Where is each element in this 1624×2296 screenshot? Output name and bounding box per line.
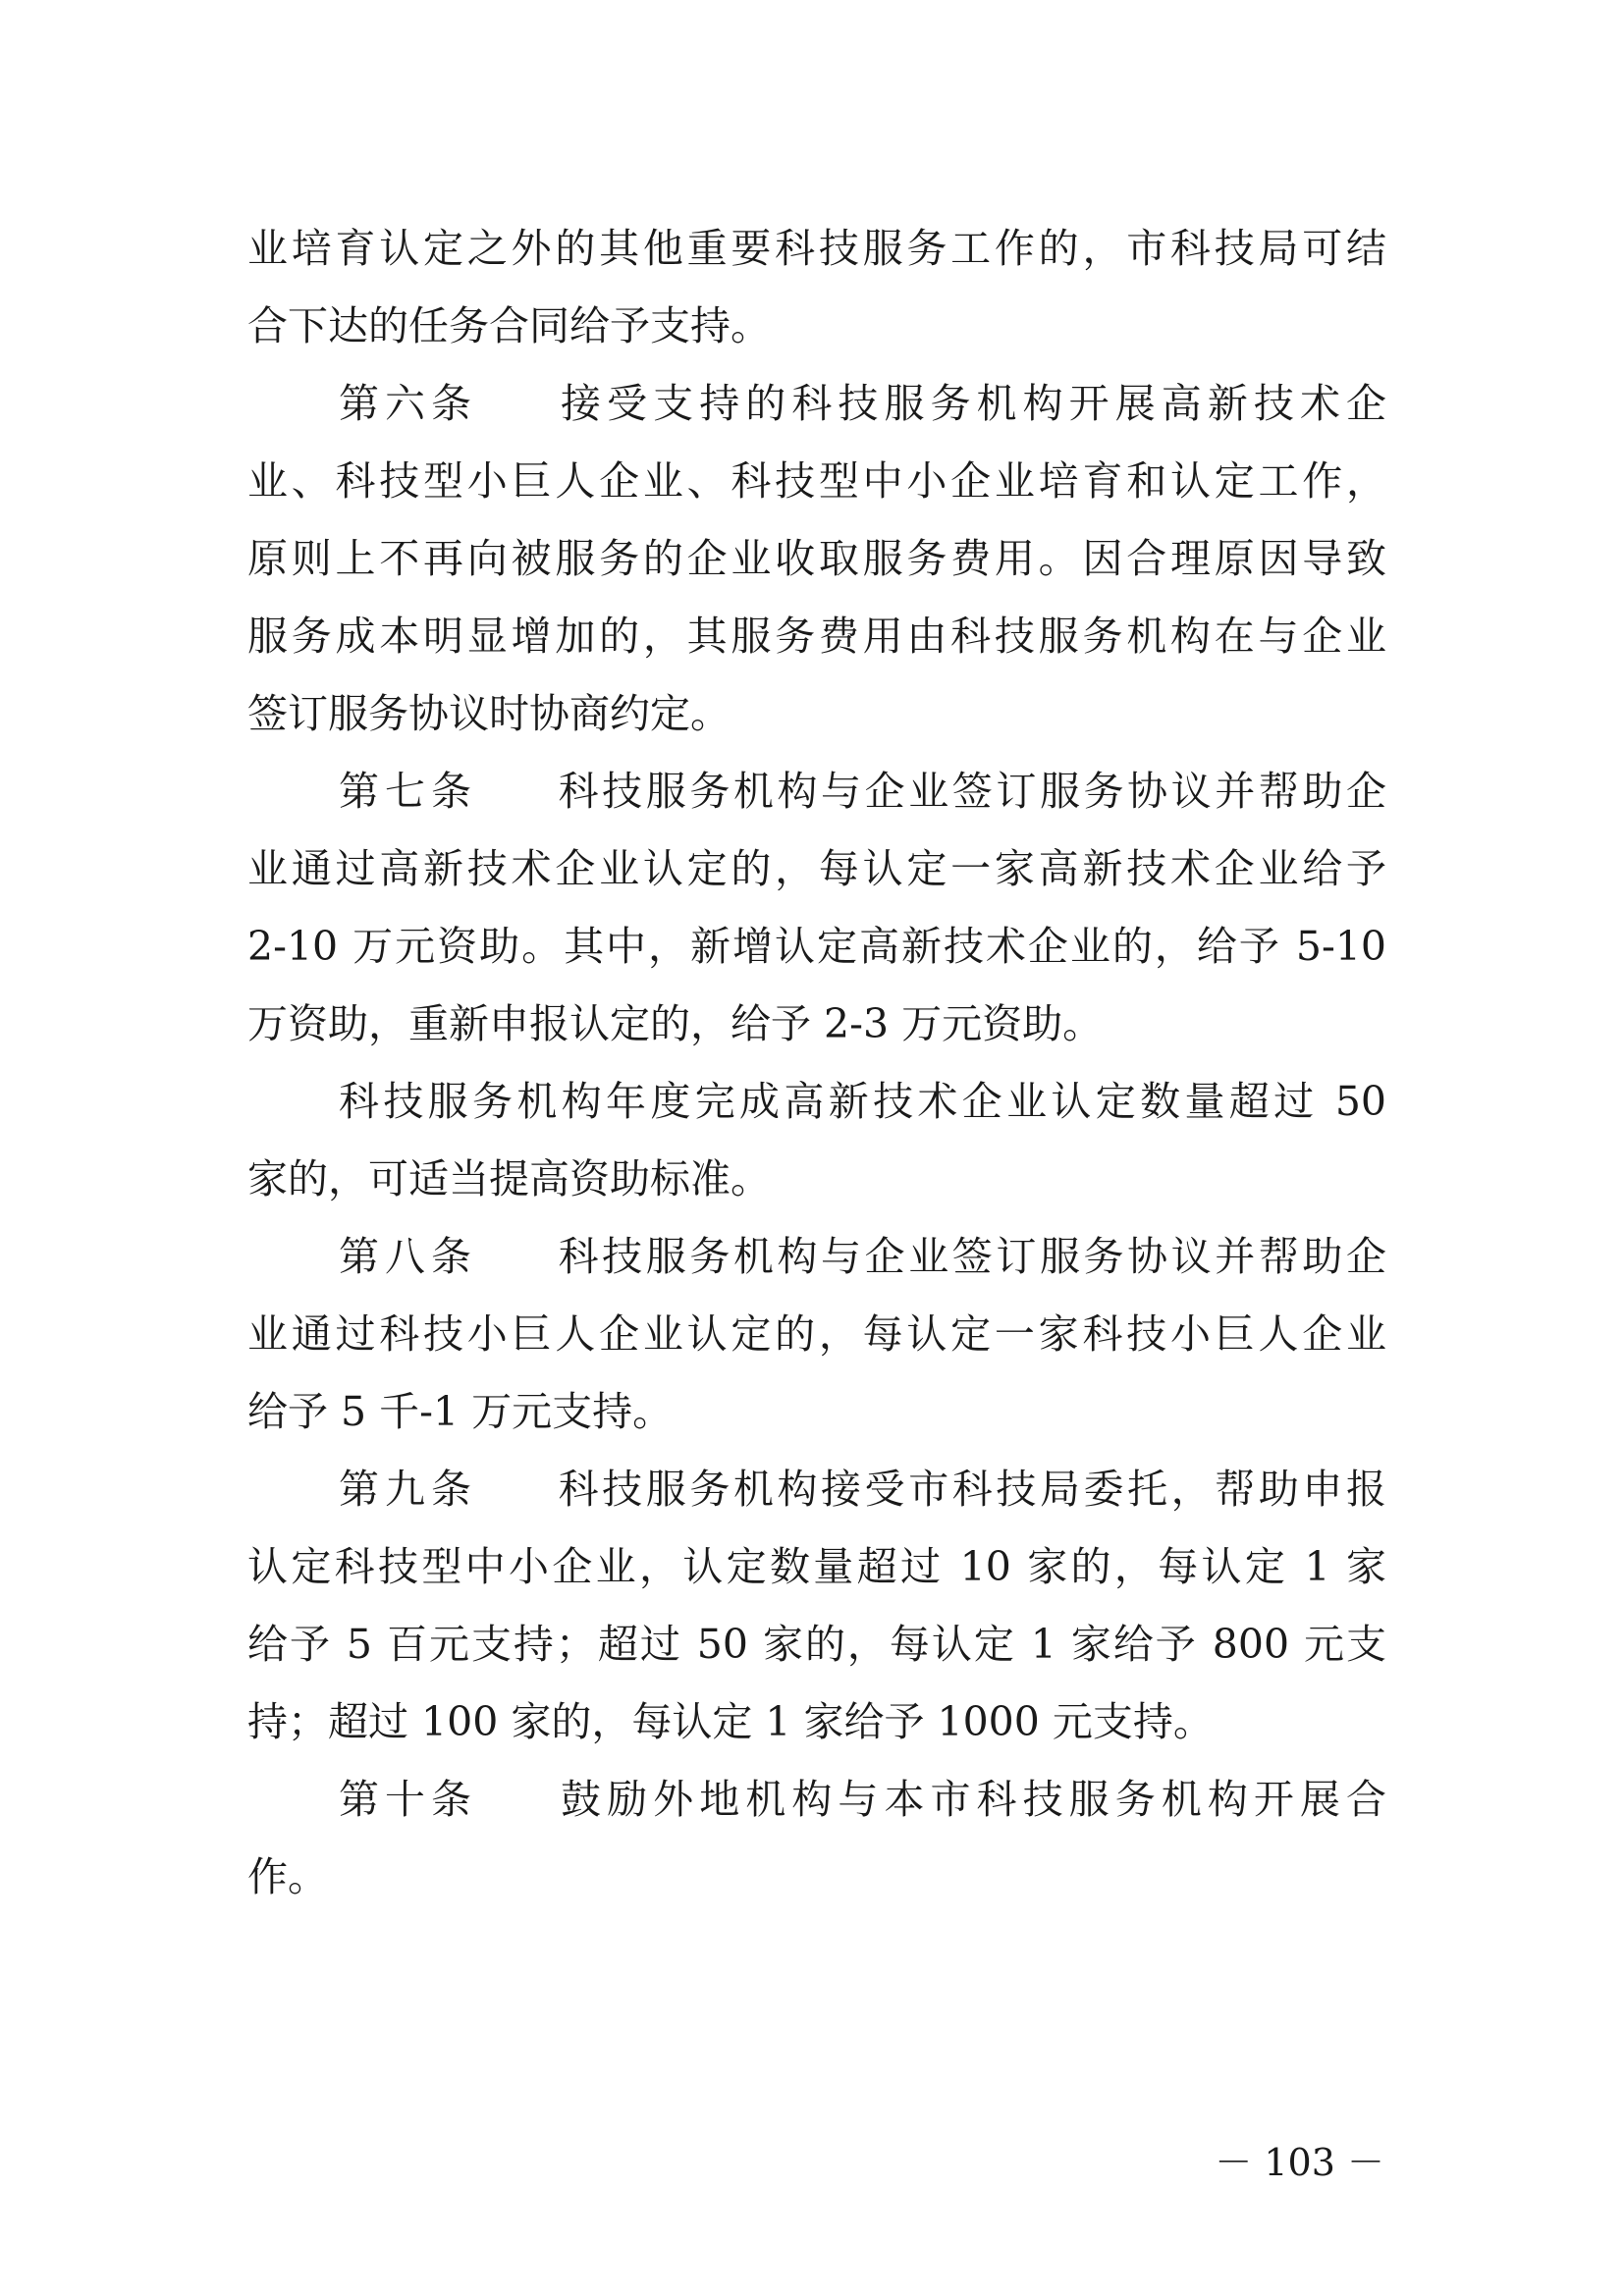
article-6-first-line — [247, 365, 1386, 443]
text-line: 2-10 万元资助。其中，新增认定高新技术企业的，给予 5-10 — [247, 923, 1386, 970]
text-line: 签订服务协议时协商约定。 — [247, 690, 731, 737]
text-line: 家的，可适当提高资助标准。 — [247, 1155, 771, 1202]
article-10-first-line — [247, 1761, 1386, 1839]
article-10-heading: 第十条 — [339, 1776, 477, 1823]
text-line: 服务成本明显增加的，其服务费用由科技服务机构在与企业 — [247, 613, 1386, 660]
article-10-text: 鼓励外地机构与本市科技服务机构开展合 — [555, 1776, 1386, 1823]
article-7-heading: 第七条 — [339, 768, 477, 815]
article-6-heading: 第六条 — [339, 380, 477, 427]
page-number: － 103 － — [1215, 2141, 1384, 2184]
text-line: 认定科技型中小企业，认定数量超过 10 家的，每认定 1 家 — [247, 1543, 1386, 1590]
article-8-text: 科技服务机构与企业签订服务协议并帮助企 — [555, 1233, 1386, 1280]
article-8-first-line — [247, 1218, 1386, 1296]
article-9-text: 科技服务机构接受市科技局委托，帮助申报 — [555, 1466, 1386, 1513]
text-line: 科技服务机构年度完成高新技术企业认定数量超过 50 — [339, 1078, 1386, 1125]
text-line: 给予 5 千-1 万元支持。 — [247, 1388, 674, 1435]
text-line: 持；超过 100 家的，每认定 1 家给予 1000 元支持。 — [247, 1698, 1214, 1745]
text-line: 业培育认定之外的其他重要科技服务工作的，市科技局可结 — [247, 225, 1386, 272]
text-line: 给予 5 百元支持；超过 50 家的，每认定 1 家给予 800 元支 — [247, 1621, 1386, 1668]
text-line: 业通过科技小巨人企业认定的，每认定一家科技小巨人企业 — [247, 1310, 1386, 1358]
article-9-first-line — [247, 1451, 1386, 1528]
article-8-heading: 第八条 — [339, 1233, 477, 1280]
text-line: 万资助，重新申报认定的，给予 2-3 万元资助。 — [247, 1000, 1104, 1047]
document-body — [247, 210, 1386, 1916]
article-7-text: 科技服务机构与企业签订服务协议并帮助企 — [555, 768, 1386, 815]
text-line: 业通过高新技术企业认定的，每认定一家高新技术企业给予 — [247, 845, 1386, 892]
text-line: 作。 — [247, 1853, 328, 1900]
article-7-first-line — [247, 753, 1386, 830]
text-line: 合下达的任务合同给予支持。 — [247, 302, 771, 349]
article-6-text: 接受支持的科技服务机构开展高新技术企 — [555, 380, 1386, 427]
article-9-heading: 第九条 — [339, 1466, 477, 1513]
text-line: 原则上不再向被服务的企业收取服务费用。因合理原因导致 — [247, 535, 1386, 582]
text-line: 业、科技型小巨人企业、科技型中小企业培育和认定工作， — [247, 457, 1386, 505]
